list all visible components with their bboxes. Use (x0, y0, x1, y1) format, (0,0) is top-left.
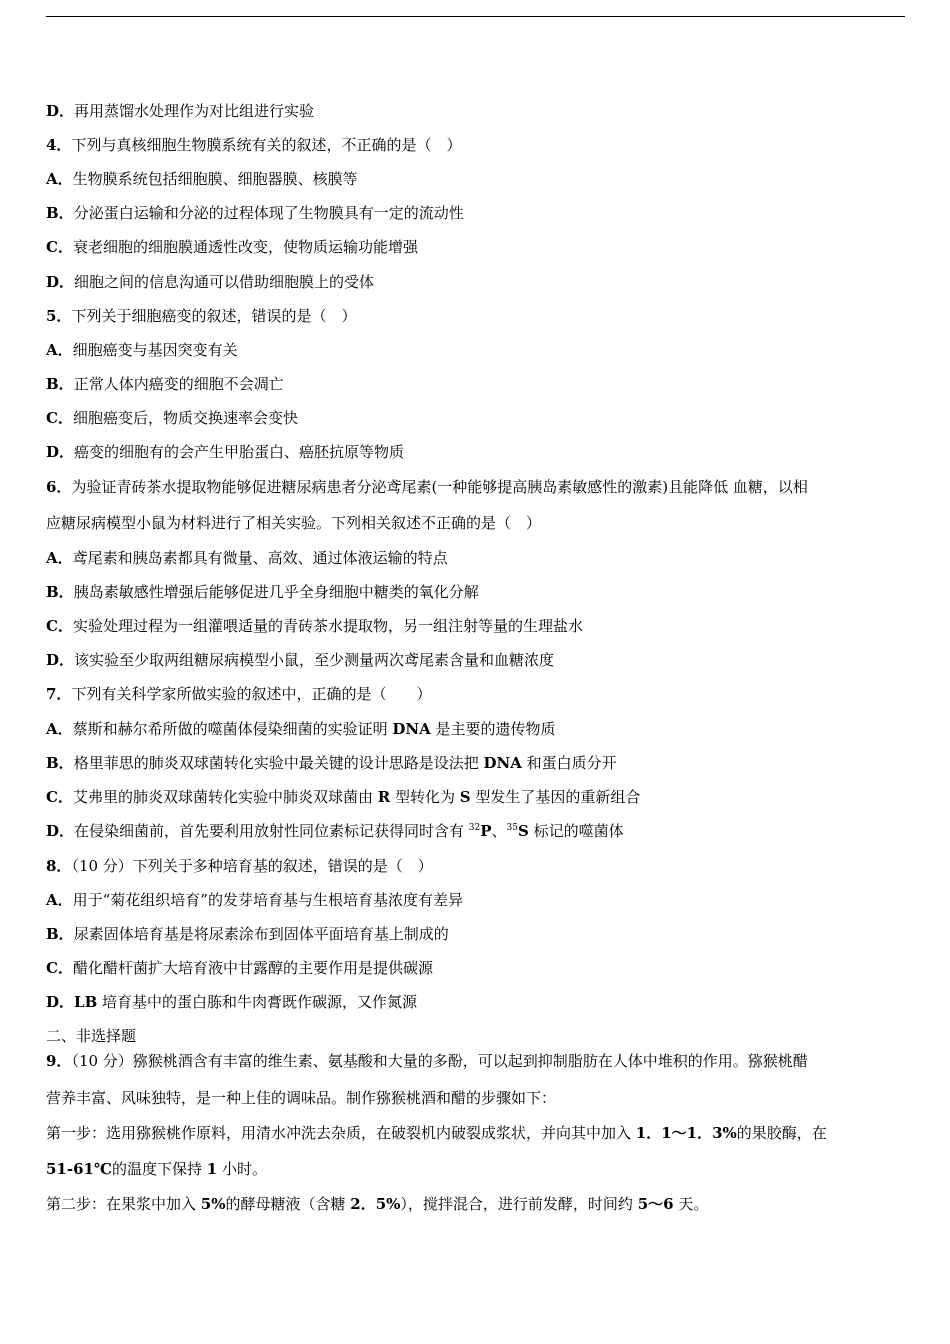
q5-option-b: B．正常人体内癌变的细胞不会凋亡 (46, 375, 284, 393)
q6-option-c: C．实验处理过程为一组灌喂适量的青砖茶水提取物，另一组注射等量的生理盐水 (46, 617, 583, 635)
q8-option-a: A．用于“菊花组织培育”的发芽培育基与生根培育基浓度有差异 (46, 891, 463, 909)
q6-option-a: A．鸢尾素和胰岛素都具有微量、高效、通过体液运输的特点 (46, 549, 448, 567)
q5-stem: 5．下列关于细胞癌变的叙述，错误的是（ ） (46, 307, 357, 325)
q5-option-a: A．细胞癌变与基因突变有关 (46, 341, 238, 359)
q6-option-d: D．该实验至少取两组糖尿病模型小鼠，至少测量两次鸢尾素含量和血糖浓度 (46, 651, 555, 669)
q4-stem: 4．下列与真核细胞生物膜系统有关的叙述，不正确的是（ ） (46, 136, 462, 154)
q5-option-c: C．细胞癌变后，物质交换速率会变快 (46, 409, 298, 427)
q6-option-b: B．胰岛素敏感性增强后能够促进几乎全身细胞中糖类的氧化分解 (46, 583, 479, 601)
q7-option-b: B．格里菲思的肺炎双球菌转化实验中最关键的设计思路是设法把 DNA 和蛋白质分开 (46, 754, 617, 772)
q8-stem: 8．（10 分）下列关于多种培育基的叙述，错误的是（ ） (46, 857, 433, 875)
q7-option-d: D．在侵染细菌前，首先要利用放射性同位素标记获得同时含有 $^{32}$P、$^{35}$S 标记的噬菌体 (46, 822, 624, 840)
q4-option-a: A．生物膜系统包括细胞膜、细胞器膜、核膜等 (46, 170, 358, 188)
q4-option-b: B．分泌蛋白运输和分泌的过程体现了生物膜具有一定的流动性 (46, 204, 464, 222)
q9-step-2: 第二步：在果浆中加入 5%的酵母糖液（含糖 2．5%），搅拌混合，进行前发酵，时间约 5～6 天。 (46, 1195, 709, 1213)
q6-stem-line-2: 应糖尿病模型小鼠为材料进行了相关实验。下列相关叙述不正确的是（ ） (46, 514, 542, 532)
q8-option-c: C．醋化醋杆菌扩大培育液中甘露醇的主要作用是提供碳源 (46, 959, 433, 977)
q9-step-1-line-1: 第一步：选用猕猴桃作原料，用清水冲洗去杂质，在破裂机内破裂成浆状，并向其中加入 1．1～1．3%的果胶酶，在 (46, 1124, 827, 1142)
q9-stem-line-1: 9．（10 分）猕猴桃酒含有丰富的维生素、氨基酸和大量的多酚，可以起到抑制脂肪在人体中堆积的作用。猕猴桃醋 (46, 1052, 808, 1070)
q6-stem-line-1: 6．为验证青砖茶水提取物能够促进糖尿病患者分泌鸢尾素(一种能够提高胰岛素敏感性的激素)且能降低 血糖，以相 (46, 478, 808, 496)
q9-step-1-line-2: 51-61℃的温度下保持 1 小时。 (46, 1160, 267, 1178)
section-title: 二、非选择题 (46, 1027, 137, 1045)
header-rule (46, 16, 905, 17)
q8-option-b: B．尿素固体培育基是将尿素涂布到固体平面培育基上制成的 (46, 925, 449, 943)
q7-option-c: C．艾弗里的肺炎双球菌转化实验中肺炎双球菌由 R 型转化为 S 型发生了基因的重新组合 (46, 788, 641, 806)
q3-option-d: D．再用蒸馏水处理作为对比组进行实验 (46, 102, 315, 120)
q8-option-d: D．LB 培育基中的蛋白胨和牛肉膏既作碳源，又作氮源 (46, 993, 418, 1011)
q4-option-c: C．衰老细胞的细胞膜通透性改变，使物质运输功能增强 (46, 238, 418, 256)
q5-option-d: D．癌变的细胞有的会产生甲胎蛋白、癌胚抗原等物质 (46, 443, 405, 461)
q7-option-a: A．蔡斯和赫尔希所做的噬菌体侵染细菌的实验证明 DNA 是主要的遗传物质 (46, 720, 556, 738)
q4-option-d: D．细胞之间的信息沟通可以借助细胞膜上的受体 (46, 273, 375, 291)
q7-stem: 7．下列有关科学家所做实验的叙述中，正确的是（ ） (46, 685, 432, 703)
q9-stem-line-2: 营养丰富、风味独特，是一种上佳的调味品。制作猕猴桃酒和醋的步骤如下： (46, 1089, 557, 1107)
